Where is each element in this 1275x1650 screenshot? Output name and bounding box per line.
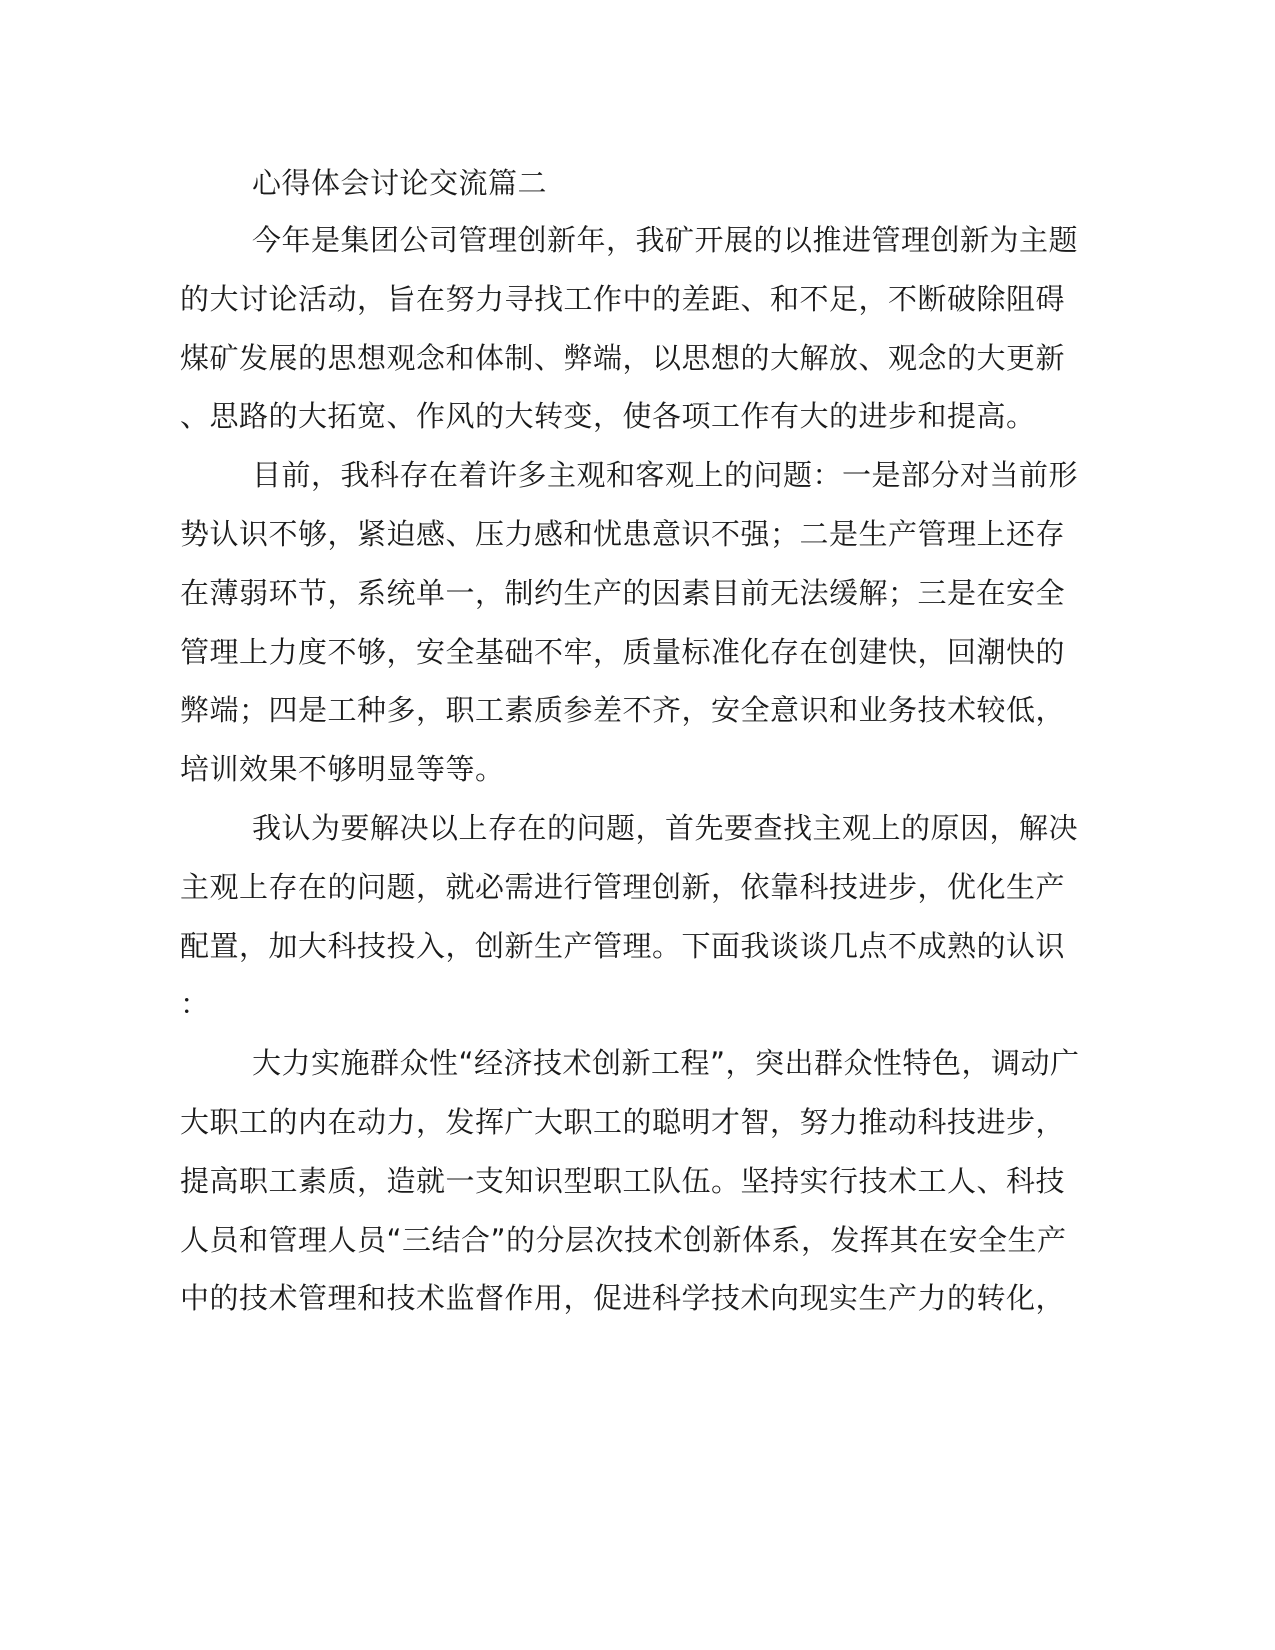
text-line: 在薄弱环节，系统单一，制约生产的因素目前无法缓解；三是在安全 (180, 576, 1066, 610)
text-line: 目前，我科存在着许多主观和客观上的问题：一是部分对当前形 (252, 458, 1079, 492)
text-line: 势认识不够，紧迫感、压力感和忧患意识不强；二是生产管理上还存 (180, 517, 1066, 551)
text-line: 煤矿发展的思想观念和体制、弊端，以思想的大解放、观念的大更新 (180, 341, 1066, 375)
text-line: 大职工的内在动力，发挥广大职工的聪明才智，努力推动科技进步， (180, 1105, 1066, 1139)
text-line: 大力实施群众性“经济技术创新工程”，突出群众性特色，调动广 (252, 1046, 1080, 1080)
text-line: 管理上力度不够，安全基础不牢，质量标准化存在创建快，回潮快的 (180, 635, 1066, 669)
document-title: 心得体会讨论交流篇二 (252, 166, 548, 200)
text-line: 提高职工素质，造就一支知识型职工队伍。坚持实行技术工人、科技 (180, 1164, 1066, 1198)
text-line: 主观上存在的问题，就必需进行管理创新，依靠科技进步，优化生产 (180, 870, 1066, 904)
text-line: 的大讨论活动，旨在努力寻找工作中的差距、和不足，不断破除阻碍 (180, 282, 1066, 316)
text-line: 弊端；四是工种多，职工素质参差不齐，安全意识和业务技术较低， (180, 693, 1066, 727)
text-line: 培训效果不够明显等等。 (180, 752, 505, 786)
text-line: 、思路的大拓宽、作风的大转变，使各项工作有大的进步和提高。 (180, 399, 1036, 433)
text-line: 中的技术管理和技术监督作用，促进科学技术向现实生产力的转化， (180, 1281, 1066, 1315)
text-line: 今年是集团公司管理创新年，我矿开展的以推进管理创新为主题 (252, 223, 1079, 257)
text-line: 配置，加大科技投入，创新生产管理。下面我谈谈几点不成熟的认识 (180, 929, 1066, 963)
text-line: 我认为要解决以上存在的问题，首先要查找主观上的原因，解决 (252, 811, 1079, 845)
text-line: 人员和管理人员“三结合”的分层次技术创新体系，发挥其在安全生产 (180, 1223, 1067, 1257)
text-line: ： (180, 987, 210, 1021)
